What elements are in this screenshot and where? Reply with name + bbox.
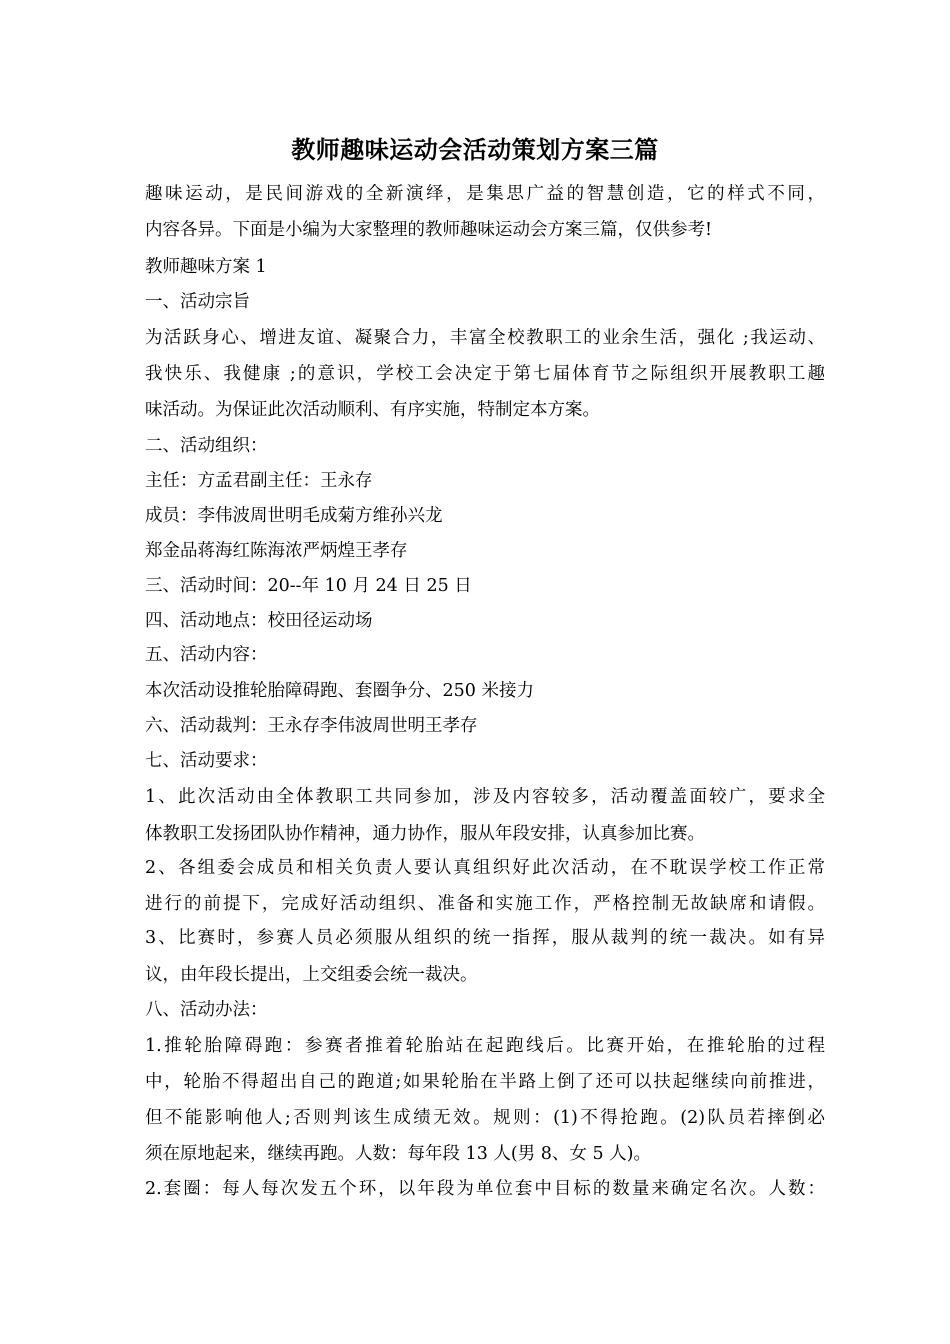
paragraph-line: 议，由年段长提出，上交组委会统一裁决。 <box>145 965 478 985</box>
section-heading: 教师趣味方案 1 <box>145 257 267 277</box>
section-heading: 一、活动宗旨 <box>145 292 250 312</box>
paragraph-line: 但不能影响他人;否则判该生成绩无效。规则：(1)不得抢跑。(2)队员若摔倒必 <box>145 1108 825 1128</box>
paragraph-line: 2.套圈：每人每次发五个环，以年段为单位套中目标的数量来确定名次。人数： <box>145 1179 825 1199</box>
section-heading: 二、活动组织： <box>145 436 268 456</box>
section-heading: 七、活动要求： <box>145 751 268 771</box>
paragraph-line: 中，轮胎不得超出自己的跑道;如果轮胎在半路上倒了还可以扶起继续向前推进， <box>145 1072 825 1092</box>
paragraph-line: 为活跃身心、增进友谊、凝聚合力，丰富全校教职工的业余生活，强化 ;我运动、 <box>145 328 825 348</box>
paragraph-line: 主任：方孟君副主任：王永存 <box>145 471 373 491</box>
paragraph-line: 味活动。为保证此次活动顺利、有序实施，特制定本方案。 <box>145 400 600 420</box>
paragraph-line: 进行的前提下，完成好活动组织、准备和实施工作，严格控制无故缺席和请假。 <box>145 894 825 914</box>
paragraph-line: 内容各异。下面是小编为大家整理的教师趣味运动会方案三篇，仅供参考! <box>145 220 713 240</box>
section-heading: 四、活动地点：校田径运动场 <box>145 611 373 631</box>
paragraph-line: 本次活动设推轮胎障碍跑、套圈争分、250 米接力 <box>145 681 534 701</box>
paragraph-line: 趣味运动，是民间游戏的全新演绎，是集思广益的智慧创造，它的样式不同， <box>145 184 825 204</box>
paragraph-line: 3、比赛时，参赛人员必须服从组织的统一指挥，服从裁判的统一裁决。如有异 <box>145 928 825 948</box>
paragraph-line: 2、各组委会成员和相关负责人要认真组织好此次活动，在不耽误学校工作正常 <box>145 858 825 878</box>
section-heading: 六、活动裁判：王永存李伟波周世明王孝存 <box>145 716 478 736</box>
section-heading: 五、活动内容： <box>145 645 268 665</box>
paragraph-line: 1.推轮胎障碍跑：参赛者推着轮胎站在起跑线后。比赛开始，在推轮胎的过程 <box>145 1036 825 1056</box>
paragraph-line: 我快乐、我健康 ;的意识，学校工会决定于第七届体育节之际组织开展教职工趣 <box>145 364 825 384</box>
paragraph-line: 成员：李伟波周世明毛成菊方维孙兴龙 <box>145 506 443 526</box>
section-heading: 八、活动办法： <box>145 1000 268 1020</box>
document-title: 教师趣味运动会活动策划方案三篇 <box>291 135 659 164</box>
paragraph-line: 1、此次活动由全体教职工共同参加，涉及内容较多，活动覆盖面较广，要求全 <box>145 787 825 807</box>
paragraph-line: 须在原地起来，继续再跑。人数：每年段 13 人(男 8、女 5 人)。 <box>145 1144 652 1164</box>
paragraph-line: 郑金品蒋海红陈海浓严炳煌王孝存 <box>145 541 408 561</box>
paragraph-line: 体教职工发扬团队协作精神，通力协作，服从年段安排，认真参加比赛。 <box>145 824 705 844</box>
section-heading: 三、活动时间：20--年 10 月 24 日 25 日 <box>145 576 472 596</box>
